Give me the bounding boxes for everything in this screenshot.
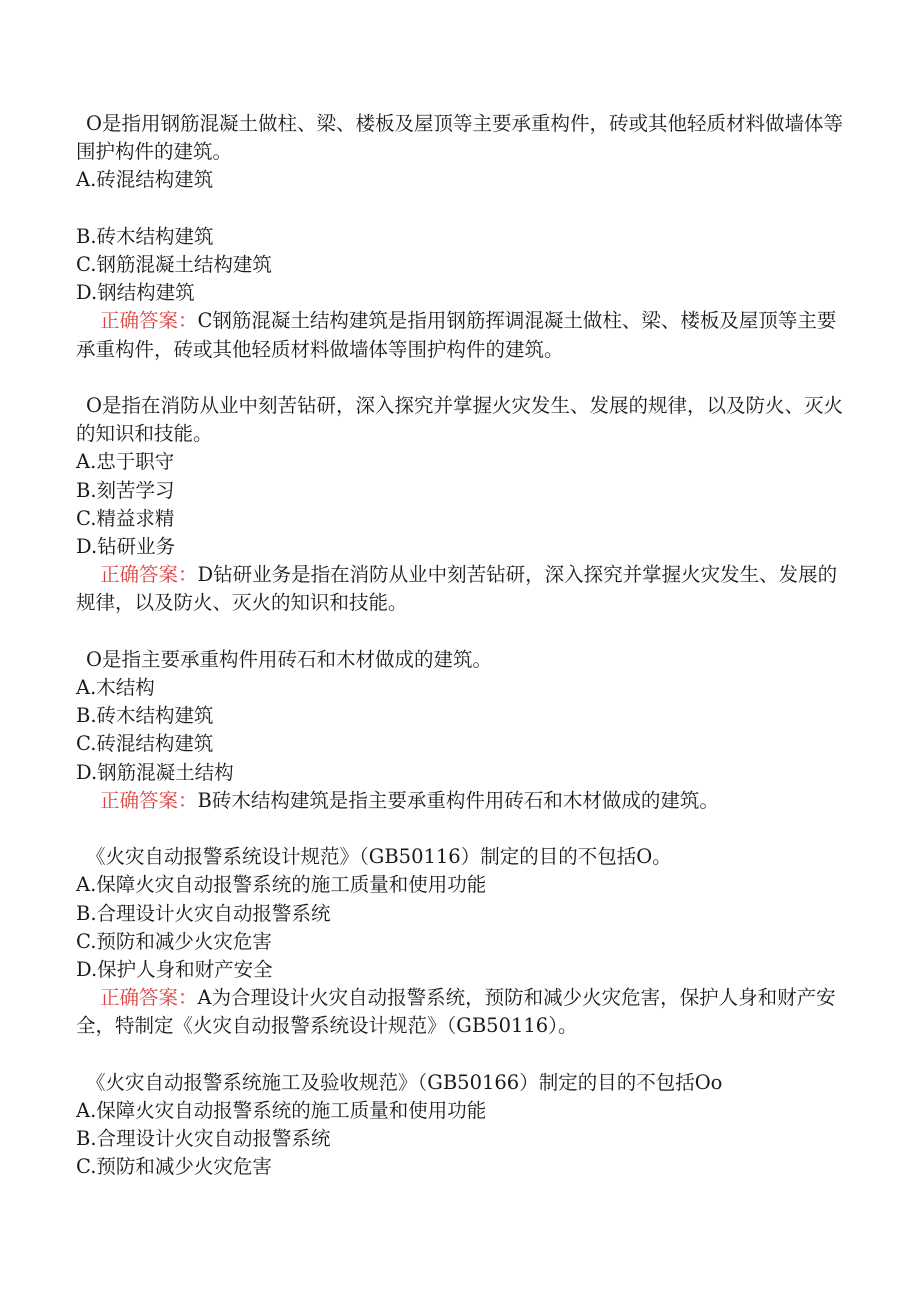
option-b: B.刻苦学习	[76, 478, 175, 502]
answer-label: 正确答案：	[100, 788, 198, 812]
question-2	[76, 392, 848, 618]
answer-label: 正确答案：	[100, 563, 198, 587]
option-c: C.预防和减少火灾危害	[76, 929, 272, 953]
option-b: B.砖木结构建筑	[76, 704, 214, 728]
option-a: A.砖混结构建筑	[76, 168, 214, 192]
document-page	[76, 110, 848, 1210]
answer-label: 正确答案：	[100, 986, 198, 1010]
option-c: C.预防和减少火灾危害	[76, 1155, 272, 1179]
option-d: D.保护人身和财产安全	[76, 958, 273, 982]
option-c: C.精益求精	[76, 506, 175, 530]
option-c: C.砖混结构建筑	[76, 732, 214, 756]
option-b: B.合理设计火灾自动报警系统	[76, 1127, 331, 1151]
option-a: A.保障火灾自动报警系统的施工质量和使用功能	[76, 873, 487, 897]
answer	[76, 307, 848, 363]
answer-text: B砖木结构建筑是指主要承重构件用砖石和木材做成的建筑。	[197, 788, 719, 812]
question-4	[76, 843, 848, 1040]
answer-text: A为合理设计火灾自动报警系统，预防和减少火灾危害，保护人身和财产安全，特制定《火灾自动报警系统设计规范》（GB50116）。	[76, 986, 836, 1038]
option-c: C.钢筋混凝土结构建筑	[76, 253, 272, 276]
option-a: A.保障火灾自动报警系统的施工质量和使用功能	[76, 1099, 487, 1123]
question-stem: 《火灾自动报警系统设计规范》（GB50116）制定的目的不包括O。	[86, 845, 672, 869]
option-a: A.木结构	[76, 676, 155, 700]
question-stem: O是指主要承重构件用砖石和木材做成的建筑。	[86, 647, 492, 671]
option-a: A.忠于职守	[76, 450, 175, 474]
question-1	[76, 110, 848, 364]
option-d: D.钻研业务	[76, 535, 176, 559]
answer-label: 正确答案：	[100, 309, 198, 333]
question-3	[76, 646, 848, 815]
answer-text: C钢筋混凝土结构建筑是指用钢筋挥调混凝土做柱、梁、楼板及屋顶等主要承重构件，砖或其他轻质材料做墙体等围护构件的建筑。	[76, 309, 837, 361]
option-d: D.钢结构建筑	[76, 281, 195, 305]
option-b: B.合理设计火灾自动报警系统	[76, 901, 331, 925]
question-stem: 《火灾自动报警系统施工及验收规范》（GB50166）制定的目的不包括Oo	[86, 1070, 723, 1094]
answer	[76, 561, 848, 617]
question-stem: O是指在消防从业中刻苦钻研，深入探究并掌握火灾发生、发展的规律，以及防火、灭火的知识和技能。	[76, 394, 843, 446]
question-stem: O是指用钢筋混凝土做柱、梁、楼板及屋顶等主要承重构件，砖或其他轻质材料做墙体等围护构件的建筑。	[76, 112, 843, 164]
answer	[76, 787, 848, 815]
answer	[76, 984, 848, 1040]
question-5	[76, 1069, 848, 1182]
option-d: D.钢筋混凝土结构	[76, 760, 234, 784]
answer-text: D钻研业务是指在消防从业中刻苦钻研，深入探究并掌握火灾发生、发展的规律，以及防火、灭火的知识和技能。	[76, 563, 838, 615]
option-b: B.砖木结构建筑	[76, 224, 214, 248]
